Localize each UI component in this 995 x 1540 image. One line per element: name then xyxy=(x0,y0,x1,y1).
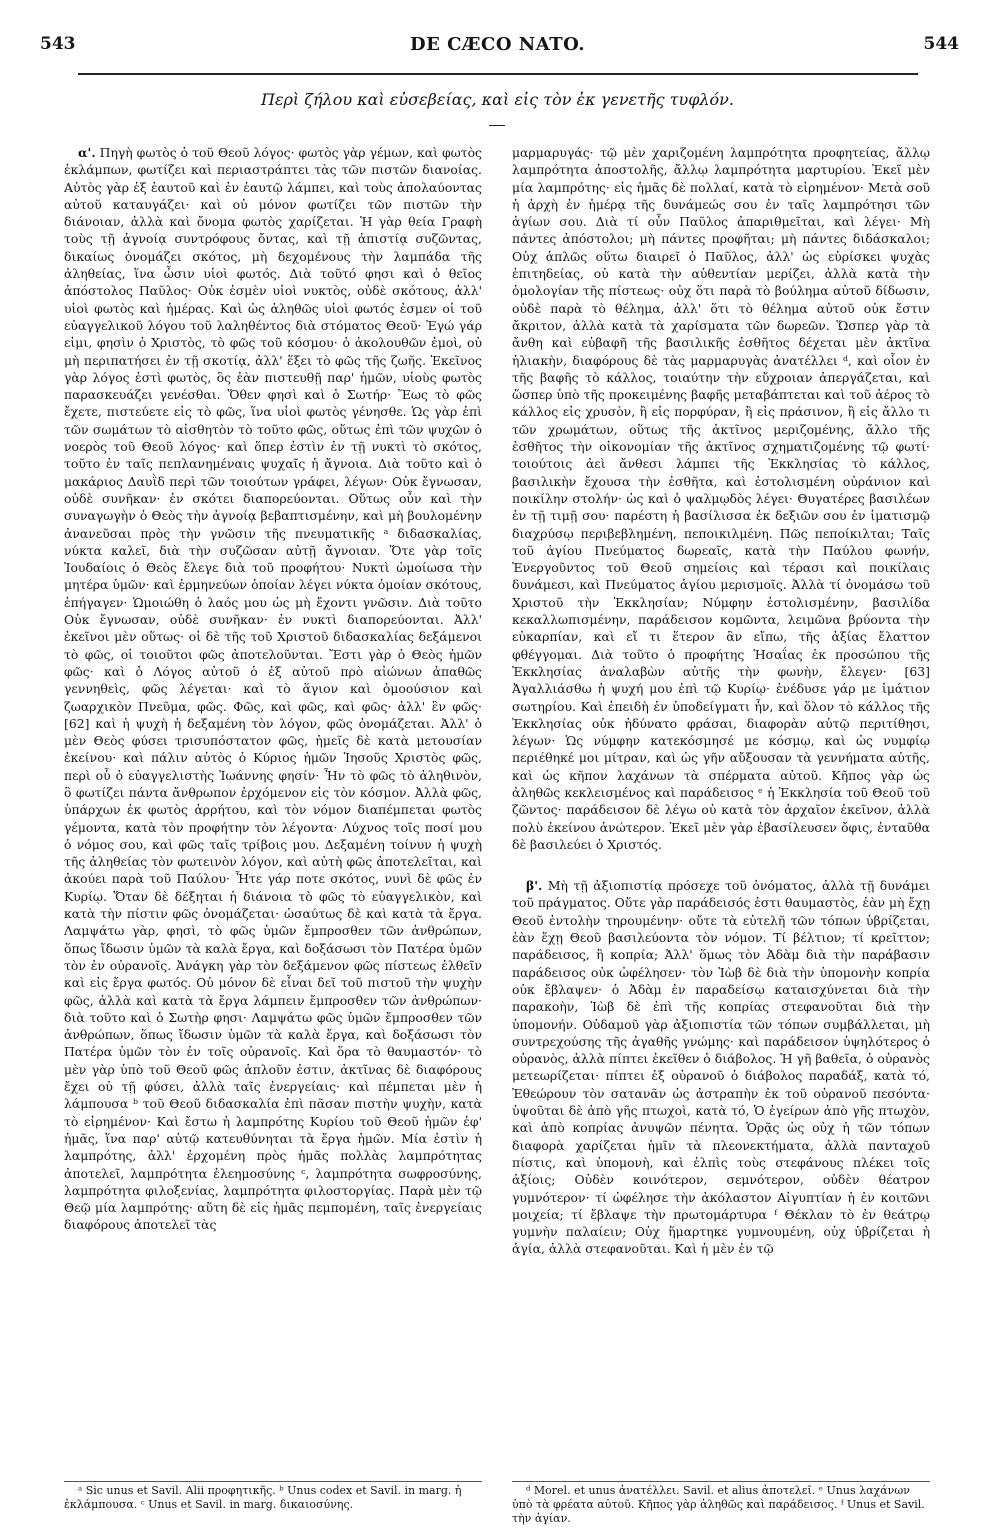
running-title: DE CÆCO NATO. xyxy=(409,34,586,55)
title-dash xyxy=(489,125,505,126)
footnote-text: ᵈ Morel. et unus ἀνατέλλει. Savil. et alius ἀποτελεῖ. ᵉ Unus λαχάνων ὑπὸ τὰ φρέατα αὐτοῦ. Κῆπος γὰρ ἀληθῶς καὶ παράδεισος. ᶠ Unus et Savil. τὴν ἁγίαν. xyxy=(512,1484,925,1525)
section-number: α'. xyxy=(78,145,96,160)
section-number: β'. xyxy=(526,878,543,894)
page-header xyxy=(0,34,995,64)
page-number-left: 543 xyxy=(40,34,76,54)
paragraph-text: Πηγὴ φωτὸς ὁ τοῦ Θεοῦ λόγος· φωτὸς γὰρ γέμων, καὶ φωτὸς ἐκλάμπων, φωτίζει καὶ περιαστράπτει τὰς τῶν πιστῶν διανοίας. Αὐτὸς γὰρ ἐξ ἑαυτοῦ καὶ ἐν ἑαυτῷ λάμπει, καὶ τοὺς ἀπολαύοντας αὐτοῦ καταυγάζει· καὶ οὐ μόνον φωτίζει τῶν πιστῶν τὴν διάνοιαν, ἀλλὰ καὶ ὄνομα φωτὸς χαρίζεται. Ἡ γὰρ θεία Γραφὴ τοὺς τῇ ἀγνοίᾳ συντρόφους ὄντας, καὶ τῇ ἀπιστίᾳ συζῶντας, δικαίως ὀνομάζει σκότος, μὴ δεχομένους τὴν λαμπάδα τῆς ἀληθείας, ἵνα ὦσιν υἱοὶ φωτός. Διὰ τοῦτό φησι καὶ ὁ θεῖος ἀπόστολος Παῦλος· Οὐκ ἐσμὲν υἱοὶ νυκτὸς, οὐδὲ σκότους, ἀλλ' υἱοὶ φωτὸς καὶ ἡμέρας. Καὶ ὡς ἀληθῶς υἱοὶ φωτός ἐσμεν οἱ τοῦ εὐαγγελικοῦ λόγου τοῦ λαληθέντος διὰ στόματος Θεοῦ· Ἐγώ γάρ εἰμι, φησὶν ὁ Χριστὸς, τὸ φῶς τοῦ κόσμου· ὁ ἀκολουθῶν ἐμοὶ, οὐ μὴ περιπατήσει ἐν τῇ σκοτίᾳ, ἀλλ' ἕξει τὸ φῶς τῆς ζωῆς. Ἐκεῖνος γὰρ λόγος ἐστὶ φωτὸς, ὃς ἐὰν πιστευθῇ παρ' ἡμῶν, υἱοὺς φωτὸς παρασκευάζει γενέσθαι. Ὅθεν φησὶ καὶ ὁ Σωτήρ· Ἕως τὸ φῶς ἔχετε, πιστεύετε εἰς τὸ φῶς, ἵνα υἱοὶ φωτὸς γένησθε. Ὡς γὰρ ἐπὶ τῶν σωμάτων τὸ αἰσθητὸν τὸ τοῦτο φῶς, οὕτως ἐπὶ τῶν ψυχῶν ὁ νοερὸς τοῦ Θεοῦ λόγος· καὶ ὅπερ ἐστὶν ἐν τῇ νυκτὶ τὸ σκότος, τοῦτο ἐν ταῖς πεπλανημέναις ψυχαῖς ἡ ἄγνοια. Διὰ τοῦτο καὶ ὁ μακάριος Δαυῒδ περὶ τῶν τοιούτων γράφει, λέγων· Οὐκ ἔγνωσαν, οὐδὲ συνῆκαν· ἐν σκότει διαπορεύονται. Οὕτως οὖν καὶ τὴν συναγωγὴν ὁ Θεὸς τὴν ἀγνοίᾳ βεβαπτισμένην, καὶ μὴ βουλομένην ἀνανεῦσαι πρὸς τὴν γνῶσιν τῆς πνευματικῆς ᵃ διδασκαλίας, νύκτα καλεῖ, διὰ τὴν συζῶσαν αὐτῇ ἄγνοιαν. Ὅτε γὰρ τοῖς Ἰουδαίοις ὁ Θεὸς ἔλεγε διὰ τοῦ προφήτου· Νυκτὶ ὡμοίωσα τὴν μητέρα ὑμῶν· καὶ ἑρμηνεύων ὁποίαν λέγει νύκτα ὁμοίαν σκότους, ἐπήγαγεν· Ὡμοιώθη ὁ λαός μου ὡς μὴ ἔχοντι γνῶσιν. Διὰ τοῦτο Οὐκ ἔγνωσαν, οὐδὲ συνῆκαν· ἐν νυκτὶ διαπορεύονται. Ἀλλ' ἐκεῖνοι μὲν οὕτως· οἱ δὲ τῆς τοῦ Χριστοῦ διδασκαλίας δεξάμενοι τὸ φῶς, οἱ τοιοῦτοι φῶς ἀποτελοῦνται. Ἔστι γὰρ ὁ Θεὸς ἡμῶν φῶς· καὶ ὁ Λόγος αὐτοῦ ὁ ἐξ αὐτοῦ πρὸ αἰώνων ἀπαθῶς γεννηθεὶς, φῶς λέγεται· καὶ τὸ ἅγιον καὶ ὁμοούσιον καὶ ζωαρχικὸν Πνεῦμα, φῶς. Φῶς, καὶ φῶς, καὶ φῶς· ἀλλ' ἓν φῶς· [62] καὶ ἡ ψυχὴ ἡ δεξαμένη τὸν λόγον, φῶς ὀνομάζεται. Ἀλλ' ὁ μὲν Θεὸς φύσει τρισυπόστατον φῶς, ἡμεῖς δὲ κατὰ μετουσίαν ἐκείνου· καὶ πάλιν αὐτὸς ὁ Κύριος ἡμῶν Ἰησοῦς Χριστὸς φῶς, περὶ οὗ ὁ εὐαγγελιστὴς Ἰωάννης φησίν· Ἦν τὸ φῶς τὸ ἀληθινὸν, ὃ φωτίζει πάντα ἄνθρωπον ἐρχόμενον εἰς τὸν κόσμον. Ἀλλὰ φῶς, ὑπάρχων ἐκ φωτὸς ἀρρήτου, καὶ τὸν νόμον διαπέμπεται φωτὸς γέμοντα, κατὰ τὸν προφήτην τὸν λέγοντα· Λύχνος τοῖς ποσί μου ὁ νόμος σου, καὶ φῶς ταῖς τρίβοις μου. Δεξαμένη τοίνυν ἡ ψυχὴ τῆς ἀληθείας τὸν φωτεινὸν λόγον, καὶ αὐτὴ φῶς ἀποτελεῖται, καὶ ἀκούει παρὰ τοῦ Παύλου· Ἦτε γάρ ποτε σκότος, νυνὶ δὲ φῶς ἐν Κυρίῳ. Ὅταν δὲ δέξηται ἡ διάνοια τὸ φῶς τὸ εὐαγγελικὸν, καὶ κατὰ τὴν πίστιν φῶς ὀνομάζεται· ὡσαύτως δὲ καὶ κατὰ τὰ ἔργα. Λαμψάτω γὰρ, φησὶ, τὸ φῶς ὑμῶν ἔμπροσθεν τῶν ἀνθρώπων, ὅπως ἴδωσιν ὑμῶν τὰ καλὰ ἔργα, καὶ δοξάσωσι τὸν Πατέρα ὑμῶν τὸν ἐν οὐρανοῖς. Ἀνάγκη γὰρ τὸν δεξάμενον φῶς πίστεως ἐλθεῖν καὶ εἰς ἔργα φωτός. Οὐ μόνον δὲ εἶναι δεῖ τοῦ πιστοῦ τὴν ψυχὴν φῶς, ἀλλὰ καὶ κατὰ τὰ ἔργα λάμπειν ἔμπροσθεν τῶν ἀνθρώπων· διὰ τοῦτο καὶ ὁ Σωτὴρ φησι· Λαμψάτω φῶς ὑμῶν ἔμπροσθεν τῶν ἀνθρώπων, ὅπως ἴδωσιν ὑμῶν τὰ καλὰ ἔργα, καὶ δοξάσωσι τὸν Πατέρα ὑμῶν τὸν ἐν τοῖς οὐρανοῖς. Καὶ ὅρα τὸ θαυμαστόν· τὸ μὲν γὰρ ὑπὸ τοῦ Θεοῦ φῶς ἁπλοῦν ἐστιν, ἀκτῖνας δὲ διαφόρους ἔχει οὐ τῇ φύσει, ἀλλὰ ταῖς ἐνεργείαις· καὶ πέμπεται μὲν ἡ λάμπουσα ᵇ τοῦ Θεοῦ διδασκαλία ἐπὶ πᾶσαν πιστὴν ψυχὴν, κατὰ τὸ εἰρημένον· Καὶ ἔστω ἡ λαμπρότης Κυρίου τοῦ Θεοῦ ἡμῶν ἐφ' ἡμᾶς, ἵνα παρ' αὐτῷ κατευθύνηται τὰ ἔργα ἡμῶν. Μία ἐστὶν ἡ λαμπρότης, ἀλλ' ἐρχομένη πρὸς ἡμᾶς πολλὰς λαμπρότητας ἀποτελεῖ, λαμπρότητα ἐλεημοσύνης ᶜ, λαμπρότητα σωφροσύνης, λαμπρότητα φιλοξενίας, λαμπρότητα φιλοστοργίας. Παρὰ μὲν τῷ Θεῷ μία λαμπρότης· αὕτη δὲ εἰς ἡμᾶς πεμπομένη, ταῖς ἐνεργείαις διαφόρους ἀποτελεῖ τὰς xyxy=(64,145,482,1233)
paragraph-text: μαρμαρυγάς· τῷ μὲν χαριζομένη λαμπρότητα προφητείας, ἄλλῳ λαμπρότητα ἀποστολῆς, ἄλλῳ λαμπρότητα μαρτυρίου. Ἐκεῖ μὲν μία λαμπρότης· εἰς ἡμᾶς δὲ πολλαί, κατὰ τὸ εἰρημένον· Μετὰ σοῦ ἡ ἀρχὴ ἐν ἡμέρᾳ τῆς δυνάμεώς σου ἐν ταῖς λαμπρότησι τῶν ἁγίων σου. Διὰ τί οὖν Παῦλος ἀπαριθμεῖται, καὶ λέγει· Μὴ πάντες ἀπόστολοι; μὴ πάντες προφῆται; μὴ πάντες διδάσκαλοι; Οὐχ ἁπλῶς οὕτω διαιρεῖ ὁ Παῦλος, ἀλλ' ὡς εὑρίσκει ψυχὰς ἐπιτηδείας, οὐ κατὰ τὴν αὐθεντίαν μερίζει, ἀλλὰ κατὰ τὴν ὁμολογίαν τῆς πίστεως· οὐχ ὅτι παρὰ τὸ βούλημα αὐτοῦ δίδωσιν, οὐδὲ παρὰ τὸ θέλημα, ἀλλ' ὅτι τὸ θέλημα αὐτοῦ οὐκ ἔστιν ἄκριτον, ἀλλὰ κατὰ τὰ χαρίσματα τῶν δωρεῶν. Ὥσπερ γὰρ τὰ ἄνθη καὶ εὐβαφῆ τῆς βασιλικῆς ἐσθῆτος δέχεται μὲν ἀκτῖνα ἡλιακὴν, διαφόρους δὲ τὰς μαρμαρυγὰς ἀνατέλλει ᵈ, καὶ οἷον ἐν τῆς βαφῆς τὸ κάλλος, τοιαύτην τὴν εὔχροιαν ἀπεργάζεται, καὶ ὥσπερ ὑπὸ τῆς προκειμένης βαφῆς μεταβάπτεται καὶ τοῦ ἀέρος τὸ κάλλος εἰς χρυσὸν, ἢ εἰς πορφύραν, ἢ εἰς πράσινον, ἢ εἰς ἄλλο τι τῶν χρωμάτων, οὕτως τῆς ἀκτῖνος μεριζομένης, ἄλλο τῆς ἐσθῆτος τὴν οἰκονομίαν τῆς ἀκτῖνος σχηματιζομένης τῷ φωτί· τοιούτοις ἀεὶ ἄνθεσι λάμπει τῆς Ἐκκλησίας τὸ κάλλος, βασιλικὴν ἔχουσα τὴν ἐσθῆτα, καὶ ἐστολισμένη οὐράνιον καὶ ποικίλην στολήν· ὡς καὶ ὁ ψαλμῳδὸς λέγει· Θυγατέρες βασιλέων ἐν τῇ τιμῇ σου· παρέστη ἡ βασίλισσα ἐκ δεξιῶν σου ἐν ἱματισμῷ διαχρύσῳ περιβεβλημένη, πεποικιλμένη. Πῶς πεποίκιλται; Ταῖς τοῦ ἁγίου Πνεύματος δωρεαῖς, κατὰ τὴν Παύλου φωνήν, Ἐνεργοῦντος τοῦ Θεοῦ σημείοις καὶ τέρασι καὶ ποικίλαις δυνάμεσι, καὶ Πνεύματος ἁγίου μερισμοῖς. Ἀλλὰ τί ὀνομάσω τοῦ Χριστοῦ τὴν Ἐκκλησίαν; Νύμφην ἐστολισμένην, βασιλίδα κεκαλλωπισμένην, παράδεισον κομῶντα, λειμῶνα βρύοντα τὴν εὐκαρπίαν, καὶ εἴ τι ἕτερον ἂν εἴπω, τῆς ἀξίας ἔλαττον φθέγγομαι. Διὰ τοῦτο ὁ προφήτης Ἡσαΐας ἐκ προσώπου τῆς Ἐκκλησίας ἀναλαβὼν αὐτῆς τὴν φωνὴν, ἔλεγεν· [63] Ἀγαλλιάσθω ἡ ψυχή μου ἐπὶ τῷ Κυρίῳ· ἐνέδυσε γάρ με ἱμάτιον σωτηρίου. Καὶ ἐπειδὴ ἐν ὑποδείγματι ἦν, καὶ ὅλον τὸ κάλλος τῆς Ἐκκλησίας οὐκ ἠδύνατο φράσαι, διαφορὰν αὐτῷ περιτίθησι, λέγων· Ὡς νύμφην κατεκόσμησέ με κόσμῳ, καὶ ὡς νυμφίῳ περιέθηκέ μοι μίτραν, καὶ ὡς γῆν αὔξουσαν τὰ γεννήματα αὐτῆς, καὶ ὡς κῆπον λαχάνων τὰ σπέρματα αὐτοῦ. Κῆπος γὰρ ὡς ἀληθῶς κεκλεισμένος καὶ παράδεισος ᵉ ἡ Ἐκκλησία τοῦ Θεοῦ τοῦ ζῶντος· παράδεισον δὲ λέγω οὐ κατὰ τὸν ἀρχαῖον ἐκεῖνον, ἀλλὰ πολὺ ἐκείνου ἀνώτερον. Ἐκεῖ μὲν γὰρ ἐβασίλευσεν ὄφις, ἐνταῦθα δὲ βασιλεύει ὁ Χριστός. xyxy=(512,145,930,852)
page-number-right: 544 xyxy=(923,34,959,54)
footnotes-right xyxy=(512,1481,930,1534)
right-column xyxy=(512,144,930,1469)
header-rule xyxy=(78,73,918,75)
paragraph xyxy=(512,877,930,1258)
left-column xyxy=(64,144,482,1472)
paragraph xyxy=(64,144,482,1234)
paragraph xyxy=(512,144,930,853)
footnotes-left xyxy=(64,1481,482,1534)
section-title: Περὶ ζήλου καὶ εὐσεβείας, καὶ εἰς τὸν ἐκ γενετῆς τυφλόν. xyxy=(260,90,734,109)
paragraph-text: Μὴ τῇ ἀξιοπιστίᾳ πρόσεχε τοῦ ὀνόματος, ἀλλὰ τῇ δυνάμει τοῦ πράγματος. Οὔτε γὰρ παράδεισός ἐστι θαυμαστὸς, ἐὰν μὴ ἔχῃ Θεοῦ ἐντολὴν τηρουμένην· οὔτε τὰ εὐτελῆ τῶν τόπων ὑβρίζεται, ἐὰν ἔχῃ Θεοῦ βασιλεύοντα τὸν νόμον. Τί βέλτιον; τί κρεῖττον; παράδεισος, ἢ κοπρία; Ἀλλ' ὅμως τὸν Ἀδὰμ διὰ τὴν παράβασιν παράδεισος οὐκ ὠφέλησεν· τὸν Ἰὼβ δὲ διὰ τὴν ὑπομονὴν κοπρία οὐκ ἔβλαψεν· ὁ Ἀδὰμ ἐν παραδείσῳ καταισχύνεται διὰ τὴν παρακοὴν, Ἰὼβ δὲ ἐπὶ τῆς κοπρίας στεφανοῦται διὰ τὴν ὑπομονήν. Οὐδαμοῦ γὰρ ἀξιοπιστία τῶν τόπων συμβάλλεται, μὴ συντρεχούσης τῆς ἀγαθῆς γνώμης· καὶ παράδεισον ὑψηλότερος ὁ οὐρανὸς, ἀλλὰ πίπτει ἐκεῖθεν ὁ διάβολος. Ἡ γῆ βαθεῖα, ὁ οὐρανὸς μετεωρίζεται· πίπτει ἐξ οὐρανοῦ ὁ διάβολος παραδάξ, κατὰ τό, Ἐθεώρουν τὸν σατανᾶν ὡς ἀστραπὴν ἐκ τοῦ οὐρανοῦ πεσόντα· ὑψοῦται δὲ ἀπὸ γῆς πτωχοὶ, κατὰ τό, Ὁ ἐγείρων ἀπὸ γῆς πτωχὸν, καὶ ἀπὸ κοπρίας ἀνυψῶν πένητα. Ὁρᾷς ὡς οὐχ ἡ τῶν τόπων διαφορὰ χαρίζεται ἡμῖν τὰ πλεονεκτήματα, ἀλλὰ πανταχοῦ πίστις, καὶ ὑπομονὴ, καὶ ἐλπὶς τοὺς στεφάνους πλέκει τοῖς ἀξίοις; Οὐδὲν κοινότερον, σεμνότερον, οὐδὲν θέατρον γυμνότερον· τί ὠφέλησε τὴν ἀκόλαστον Αἰγυπτίαν ἡ ἐν κοιτῶνι μοιχεία; τί ἔβλαψε τὴν πρωτομάρτυρα ᶠ Θέκλαν τὸ ἐν θεάτρῳ γυμνὴν παλαίειν; Οὐχ ἥμαρτηκε γυμνουμένη, οὐχ ὑβρίζεται ἡ ἁγία, ἀλλὰ στεφανοῦται. Καὶ ἡ μὲν ἐν τῷ xyxy=(512,878,930,1257)
footnote-text: ᵃ Sic unus et Savil. Alii προφητικῆς. ᵇ Unus codex et Savil. in marg. ἡ ἐκλάμπουσα. ᶜ Unus et Savil. in marg. δικαιοσύνης. xyxy=(64,1484,462,1511)
